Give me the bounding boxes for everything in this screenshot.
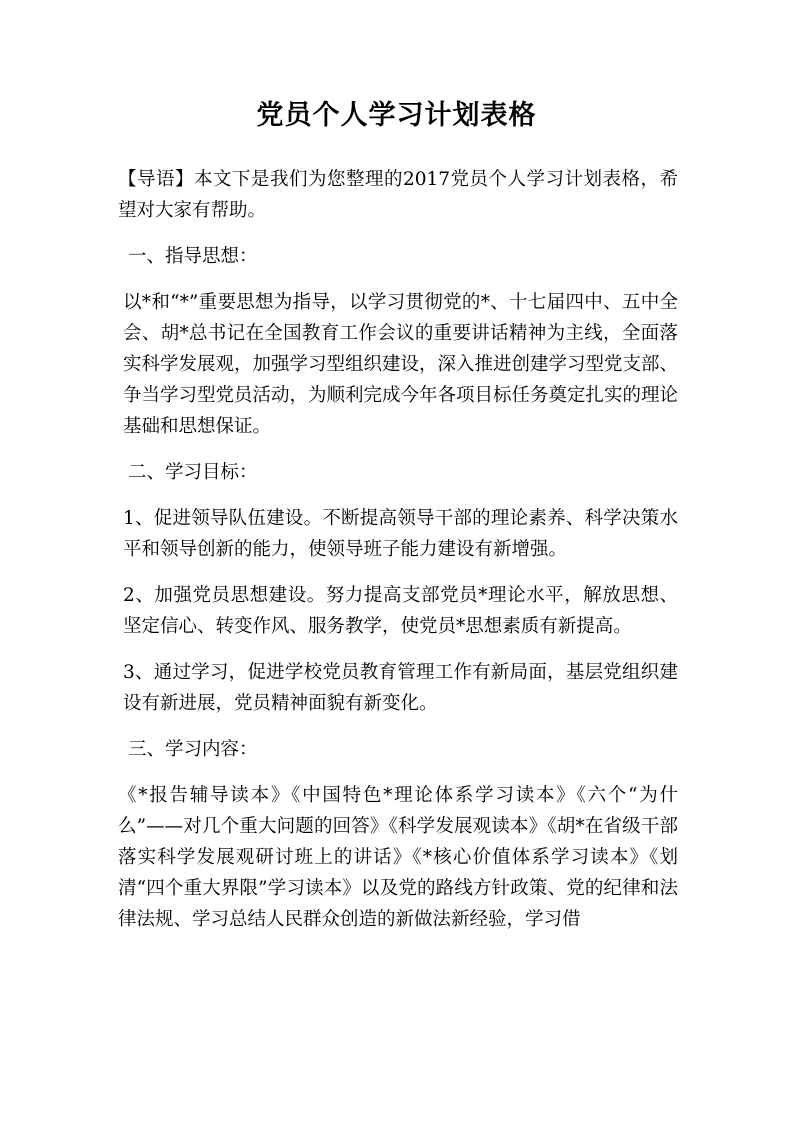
- learning-content-paragraph: 《*报告辅导读本》《中国特色*理论体系学习读本》《六个“为什么”——对几个重大问题的回答》《科学发展观读本》《胡*在省级干部落实科学发展观研讨班上的讲话》《*核心价值体系学习读本》《划清“四个重大界限”学习读本》以及党的路线方针政策、党的纪律和法律法规、学习总结人民群众创造的新做法新经验，学习借: [118, 785, 678, 930]
- section-heading-guiding-thought: 一、指导思想：: [128, 246, 258, 267]
- document-title: 党员个人学习计划表格: [256, 100, 537, 131]
- guiding-thought-paragraph: 以*和“*”重要思想为指导，以学习贯彻党的*、十七届四中、五中全会、胡*总书记在全国教育工作会议的重要讲话精神为主线，全面落实科学发展观，加强学习型组织建设，深入推进创建学习型党支部、争当学习型党员活动，为顺利完成今年各项目标任务奠定扎实的理论基础和思想保证。: [123, 292, 679, 437]
- learning-goal-item: 2、加强党员思想建设。努力提高支部党员*理论水平，解放思想、坚定信心、转变作风、服务教学，使党员*思想素质有新提高。: [123, 585, 678, 637]
- intro-paragraph: 【导语】本文下是我们为您整理的2017党员个人学习计划表格，希望对大家有帮助。: [118, 169, 678, 221]
- learning-goal-item: 1、促进领导队伍建设。不断提高领导干部的理论素养、科学决策水平和领导创新的能力，使领导班子能力建设有新增强。: [123, 508, 678, 560]
- learning-goal-item: 3、通过学习，促进学校党员教育管理工作有新局面，基层党组织建设有新进展，党员精神面貌有新变化。: [123, 662, 678, 714]
- document-body: [118, 164, 678, 950]
- section-heading-learning-content: 三、学习内容：: [128, 739, 258, 760]
- section-heading-learning-goals: 二、学习目标：: [128, 462, 258, 483]
